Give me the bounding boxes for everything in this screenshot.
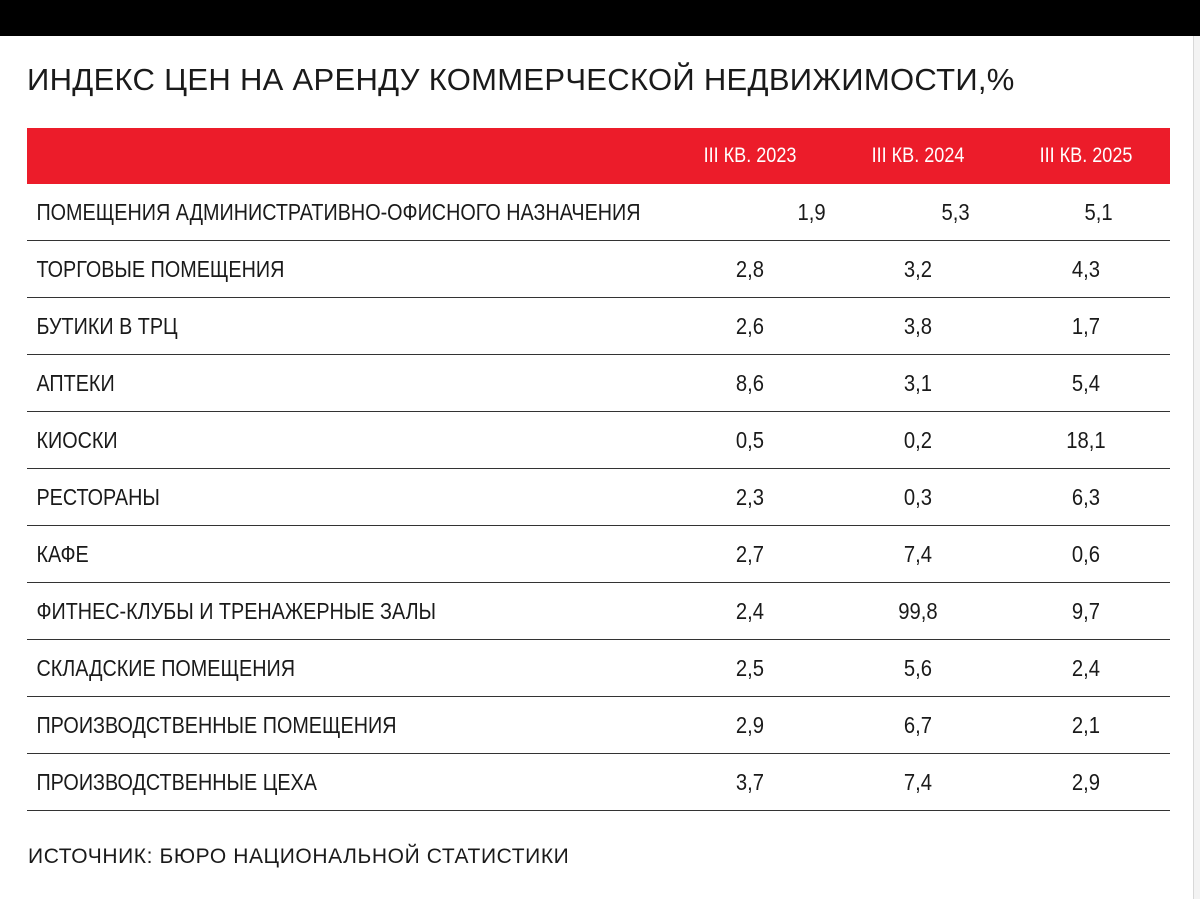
table-row xyxy=(27,298,1170,355)
page-edge xyxy=(1193,36,1200,899)
value-cell: 6,7 xyxy=(903,711,933,738)
table-body xyxy=(27,184,1170,811)
value-cell: 1,7 xyxy=(1071,312,1101,339)
value-cell: 5,1 xyxy=(1084,198,1113,225)
row-label: БУТИКИ В ТРЦ xyxy=(36,312,178,339)
value-cell: 2,6 xyxy=(735,312,765,339)
row-label: ПРОИЗВОДСТВЕННЫЕ ЦЕХА xyxy=(36,768,317,795)
value-cell: 3,8 xyxy=(903,312,933,339)
value-cell: 7,4 xyxy=(903,540,933,567)
value-cell: 2,4 xyxy=(1071,654,1101,681)
row-label: АПТЕКИ xyxy=(36,369,115,396)
value-cell: 2,3 xyxy=(735,483,765,510)
column-header-2024: III КВ. 2024 xyxy=(871,144,965,167)
chart-title: ИНДЕКС ЦЕН НА АРЕНДУ КОММЕРЧЕСКОЙ НЕДВИЖИМОСТИ,% xyxy=(27,62,1015,97)
value-cell: 5,4 xyxy=(1071,369,1101,396)
value-cell: 4,3 xyxy=(1071,255,1101,282)
table-row xyxy=(27,640,1170,697)
value-cell: 0,5 xyxy=(735,426,765,453)
table-row xyxy=(27,526,1170,583)
value-cell: 2,8 xyxy=(735,255,765,282)
value-cell: 2,4 xyxy=(735,597,765,624)
value-cell: 3,7 xyxy=(735,768,765,795)
row-label: КИОСКИ xyxy=(36,426,118,453)
value-cell: 2,9 xyxy=(1071,768,1101,795)
data-table xyxy=(27,128,1170,811)
table-row xyxy=(27,697,1170,754)
row-label: ПОМЕЩЕНИЯ АДМИНИСТРАТИВНО-ОФИСНОГО НАЗНАЧЕНИЯ xyxy=(36,198,641,225)
value-cell: 18,1 xyxy=(1066,426,1106,453)
value-cell: 5,6 xyxy=(903,654,933,681)
value-cell: 0,2 xyxy=(903,426,933,453)
row-label: СКЛАДСКИЕ ПОМЕЩЕНИЯ xyxy=(36,654,296,681)
value-cell: 3,1 xyxy=(903,369,933,396)
table-row xyxy=(27,469,1170,526)
top-bar xyxy=(0,0,1200,36)
table-header-row xyxy=(27,128,1170,184)
value-cell: 8,6 xyxy=(735,369,765,396)
table-row xyxy=(27,184,1170,241)
table-row xyxy=(27,355,1170,412)
table-row xyxy=(27,241,1170,298)
column-header-2023: III КВ. 2023 xyxy=(703,144,797,167)
value-cell: 6,3 xyxy=(1071,483,1101,510)
row-label: ПРОИЗВОДСТВЕННЫЕ ПОМЕЩЕНИЯ xyxy=(36,711,397,738)
value-cell: 9,7 xyxy=(1071,597,1101,624)
value-cell: 2,9 xyxy=(735,711,765,738)
value-cell: 7,4 xyxy=(903,768,933,795)
value-cell: 2,7 xyxy=(735,540,765,567)
table-row xyxy=(27,412,1170,469)
value-cell: 0,3 xyxy=(903,483,933,510)
row-label: КАФЕ xyxy=(36,540,89,567)
value-cell: 2,5 xyxy=(735,654,765,681)
value-cell: 99,8 xyxy=(898,597,938,624)
table-row xyxy=(27,583,1170,640)
value-cell: 1,9 xyxy=(797,198,827,225)
row-label: ТОРГОВЫЕ ПОМЕЩЕНИЯ xyxy=(36,255,285,282)
source-note: ИСТОЧНИК: БЮРО НАЦИОНАЛЬНОЙ СТАТИСТИКИ xyxy=(28,845,570,868)
value-cell: 0,6 xyxy=(1071,540,1101,567)
row-label: РЕСТОРАНЫ xyxy=(36,483,160,510)
column-header-2025: III КВ. 2025 xyxy=(1039,144,1133,167)
value-cell: 5,3 xyxy=(941,198,970,225)
table-row xyxy=(27,754,1170,811)
value-cell: 2,1 xyxy=(1071,711,1101,738)
row-label: ФИТНЕС-КЛУБЫ И ТРЕНАЖЕРНЫЕ ЗАЛЫ xyxy=(36,597,437,624)
value-cell: 3,2 xyxy=(903,255,933,282)
